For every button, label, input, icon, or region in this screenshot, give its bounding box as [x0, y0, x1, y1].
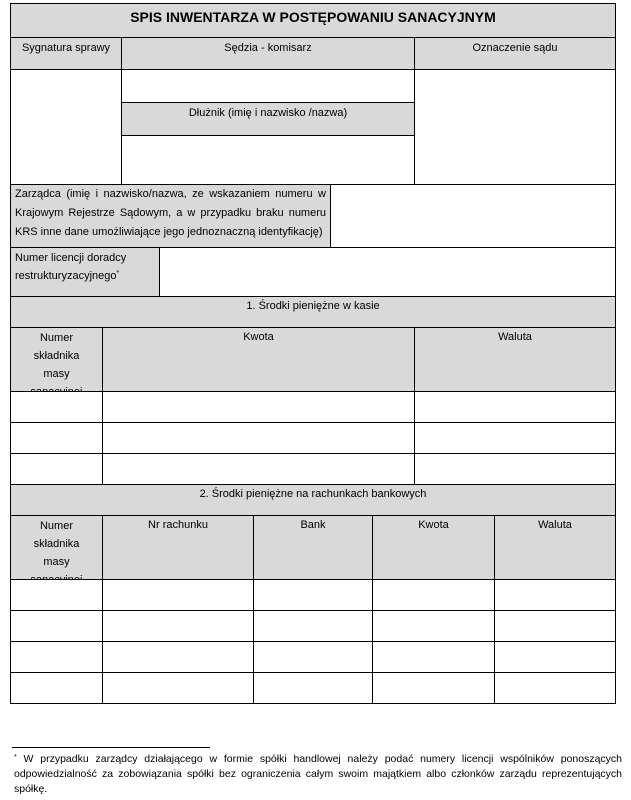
section1-col-kwota-label: Kwota — [243, 331, 274, 343]
table-row[interactable] — [10, 453, 103, 485]
table-row[interactable] — [10, 391, 103, 423]
table-row[interactable] — [10, 579, 103, 611]
zarzadca-value-field[interactable] — [330, 184, 616, 248]
table-row[interactable] — [10, 641, 103, 673]
licencja-label-wrap — [11, 248, 159, 287]
sygnatura-label: Sygnatura sprawy — [21, 42, 111, 54]
table-row[interactable] — [372, 579, 495, 611]
footnote — [14, 752, 622, 797]
footnote-divider — [12, 747, 210, 748]
licencja-value-field[interactable] — [159, 247, 616, 297]
table-row[interactable] — [253, 610, 373, 642]
oznaczenie-label-cell — [414, 37, 616, 70]
footnote-text: W przypadku zarządcy działającego w formie spółki handlowej należy podać numery licencji wspólników ponoszących odpowiedzialność za zobowiązania spółki bez ograniczenia całym swoim majątkiem albo członków zarządu reprezentujących spółkę. — [14, 753, 623, 795]
section2-col-rachunek-label: Nr rachunku — [148, 519, 208, 531]
section2-col-numer-label: Numer składnika masy — [33, 520, 80, 568]
form-title-cell — [10, 3, 616, 38]
licencja-footnote-mark: * — [116, 270, 120, 277]
table-row[interactable] — [494, 610, 616, 642]
section1-col-numer — [10, 327, 103, 392]
section1-col-waluta — [414, 327, 616, 392]
licencja-label-cell — [10, 247, 160, 297]
sygnatura-label-cell — [10, 37, 122, 70]
table-row[interactable] — [414, 391, 616, 423]
licencja-label: Numer licencji doradcy restrukturyzacyjnego — [15, 252, 127, 282]
section1-col-waluta-label: Waluta — [498, 331, 532, 343]
sedzia-label-cell — [121, 37, 415, 70]
form-title: SPIS INWENTARZA W POSTĘPOWANIU SANACYJNYM — [130, 9, 496, 25]
dluznik-label: Dłużnik (imię i nazwisko /nazwa) — [188, 107, 348, 119]
table-row[interactable] — [10, 610, 103, 642]
table-row[interactable] — [414, 422, 616, 454]
table-row[interactable] — [102, 641, 254, 673]
section2-col-kwota — [372, 515, 495, 580]
dluznik-value-field[interactable] — [121, 135, 415, 185]
table-row[interactable] — [494, 579, 616, 611]
table-row[interactable] — [102, 610, 254, 642]
section1-title: 1. Środki pieniężne w kasie — [246, 300, 380, 312]
table-row[interactable] — [253, 579, 373, 611]
table-row[interactable] — [372, 672, 495, 704]
table-row[interactable] — [494, 672, 616, 704]
section1-col-numer-label: Numer składnika masy — [33, 332, 80, 380]
table-row[interactable] — [10, 672, 103, 704]
section2-col-bank — [253, 515, 373, 580]
zarzadca-label: Zarządca (imię i nazwisko/nazwa, ze wskazaniem numeru w Krajowym Rejestrze Sądowym, a w przypadku braku numeru KRS inne dane umożliwiające jego jednoznaczną identyfikację) — [15, 188, 326, 238]
footnote-mark: * — [14, 754, 17, 761]
section2-col-kwota-label: Kwota — [418, 519, 449, 531]
section2-title-cell — [10, 484, 616, 516]
table-row[interactable] — [253, 641, 373, 673]
table-row[interactable] — [10, 422, 103, 454]
section2-col-waluta — [494, 515, 616, 580]
table-row[interactable] — [102, 579, 254, 611]
table-row[interactable] — [372, 610, 495, 642]
table-row[interactable] — [102, 391, 415, 423]
table-row[interactable] — [494, 641, 616, 673]
table-row[interactable] — [102, 672, 254, 704]
table-row[interactable] — [102, 453, 415, 485]
section1-col-kwota — [102, 327, 415, 392]
section2-col-numer — [10, 515, 103, 580]
section1-title-cell — [10, 296, 616, 328]
sedzia-label: Sędzia - komisarz — [224, 42, 312, 54]
section2-title: 2. Środki pieniężne na rachunkach bankowych — [199, 488, 427, 500]
zarzadca-label-cell — [10, 184, 331, 248]
section2-col-waluta-label: Waluta — [538, 519, 572, 531]
table-row[interactable] — [372, 641, 495, 673]
table-row[interactable] — [253, 672, 373, 704]
table-row[interactable] — [414, 453, 616, 485]
sedzia-value-field[interactable] — [121, 69, 415, 103]
oznaczenie-label: Oznaczenie sądu — [472, 42, 558, 54]
sygnatura-value-field[interactable] — [10, 69, 122, 185]
table-row[interactable] — [102, 422, 415, 454]
section2-col-rachunek — [102, 515, 254, 580]
section2-col-bank-label: Bank — [300, 519, 326, 531]
oznaczenie-value-field[interactable] — [414, 69, 616, 185]
dluznik-label-cell — [121, 102, 415, 136]
